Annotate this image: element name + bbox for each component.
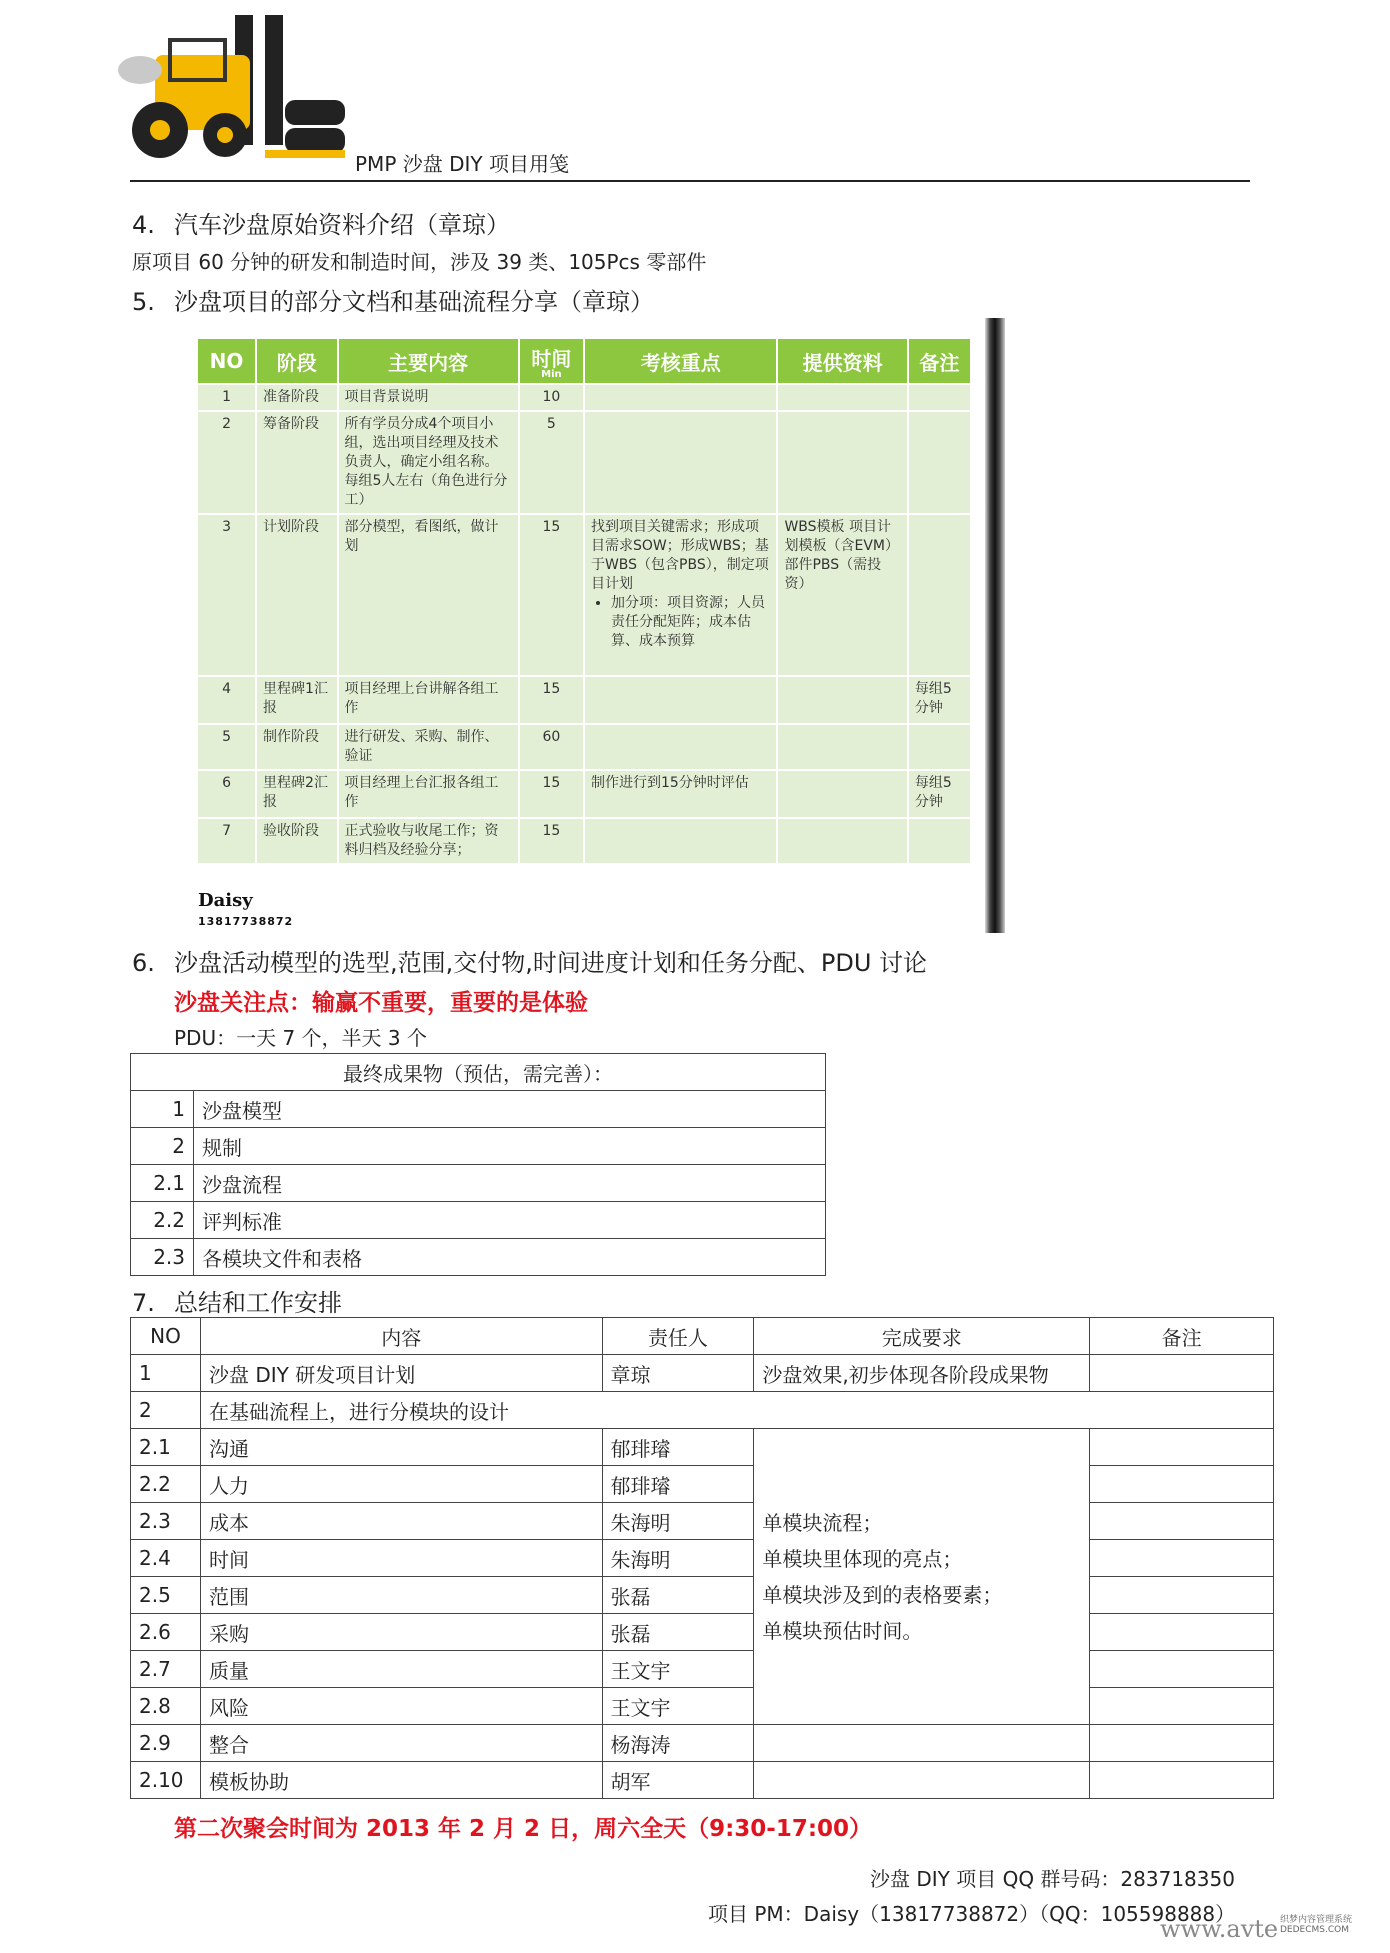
table-row bbox=[131, 1614, 1274, 1651]
flow-cell-note bbox=[909, 412, 970, 513]
assign-owner: 郁琲璿 bbox=[602, 1429, 754, 1466]
assign-no: 2.1 bbox=[131, 1429, 201, 1466]
table-row bbox=[131, 1577, 1274, 1614]
flow-focus-list bbox=[591, 594, 771, 651]
assign-req bbox=[754, 1725, 1090, 1762]
section4-number: 4. bbox=[132, 211, 155, 239]
signature-phone: 13817738872 bbox=[198, 915, 294, 928]
flow-cell-stage: 里程碑1汇报 bbox=[257, 677, 336, 723]
section6-title: 沙盘活动模型的选型,范围,交付物,时间进度计划和任务分配、PDU 讨论 bbox=[174, 949, 928, 977]
assign-owner: 章琼 bbox=[602, 1355, 754, 1392]
flow-cell-stage: 准备阶段 bbox=[257, 385, 336, 410]
assign-note bbox=[1090, 1503, 1274, 1540]
flow-header-stage: 阶段 bbox=[257, 339, 336, 383]
table-row bbox=[131, 1165, 826, 1202]
table-row bbox=[131, 1239, 826, 1276]
flow-header-no: NO bbox=[198, 339, 255, 383]
assign-header-owner: 责任人 bbox=[602, 1318, 754, 1355]
assign-no: 2.2 bbox=[131, 1466, 201, 1503]
assign-no: 2.7 bbox=[131, 1651, 201, 1688]
flow-cell-focus bbox=[585, 725, 777, 769]
table-row bbox=[131, 1688, 1274, 1725]
flow-table-container bbox=[196, 337, 972, 879]
assignment-table bbox=[130, 1317, 1274, 1799]
flow-header-time-label: 时间 bbox=[531, 346, 572, 371]
assign-no: 1 bbox=[131, 1355, 201, 1392]
flow-cell-material bbox=[778, 412, 906, 513]
table-row bbox=[198, 771, 970, 817]
table-row bbox=[198, 515, 970, 675]
assign-owner: 杨海涛 bbox=[602, 1725, 754, 1762]
assign-no: 2.9 bbox=[131, 1725, 201, 1762]
flow-cell-content: 部分模型，看图纸，做计划 bbox=[339, 515, 518, 675]
flow-cell-note bbox=[909, 515, 970, 675]
section7-heading bbox=[132, 1283, 342, 1318]
flow-cell-focus bbox=[585, 412, 777, 513]
assign-content: 模板协助 bbox=[200, 1762, 602, 1799]
deliverable-name: 评判标准 bbox=[194, 1202, 826, 1239]
section6-focus-note: 沙盘关注点：输赢不重要，重要的是体验 bbox=[174, 990, 588, 1016]
assign-header-note: 备注 bbox=[1090, 1318, 1274, 1355]
assign-content: 沟通 bbox=[200, 1429, 602, 1466]
table-row bbox=[131, 1725, 1274, 1762]
deliverable-number: 1 bbox=[131, 1091, 194, 1128]
flow-table-header bbox=[198, 339, 970, 383]
flow-cell-focus: 制作进行到15分钟时评估 bbox=[585, 771, 777, 817]
flow-cell-no: 5 bbox=[198, 725, 255, 769]
flow-cell-content: 项目背景说明 bbox=[339, 385, 518, 410]
flow-cell-content: 项目经理上台汇报各组工作 bbox=[339, 771, 518, 817]
section5-title: 沙盘项目的部分文档和基础流程分享（章琼） bbox=[174, 288, 654, 316]
deliverable-name: 沙盘模型 bbox=[194, 1091, 826, 1128]
flow-header-focus: 考核重点 bbox=[585, 339, 777, 383]
flow-cell-stage: 制作阶段 bbox=[257, 725, 336, 769]
flow-cell-time: 60 bbox=[520, 725, 583, 769]
section6-heading bbox=[132, 943, 927, 978]
flow-header-note: 备注 bbox=[909, 339, 970, 383]
table-row bbox=[131, 1429, 1274, 1466]
deliverable-number: 2 bbox=[131, 1128, 194, 1165]
flow-header-content: 主要内容 bbox=[339, 339, 518, 383]
assign-note bbox=[1090, 1651, 1274, 1688]
table-row bbox=[198, 412, 970, 513]
section7-title: 总结和工作安排 bbox=[174, 1289, 342, 1317]
flow-cell-content: 进行研发、采购、制作、验证 bbox=[339, 725, 518, 769]
assign-note bbox=[1090, 1762, 1274, 1799]
footer-pm-contact: 项目 PM：Daisy（13817738872）（QQ：105598888） bbox=[708, 1902, 1236, 1926]
assign-content: 时间 bbox=[200, 1540, 602, 1577]
watermark-sub: 织梦内容管理系统 DEDECMS.COM bbox=[1280, 1915, 1353, 1935]
assign-no: 2 bbox=[131, 1392, 201, 1429]
module-requirements bbox=[754, 1429, 1090, 1725]
flow-cell-no: 1 bbox=[198, 385, 255, 410]
meeting-notice: 第二次聚会时间为 2013 年 2 月 2 日，周六全天（9:30-17:00） bbox=[174, 1816, 873, 1842]
flow-cell-stage: 计划阶段 bbox=[257, 515, 336, 675]
assign-header-content: 内容 bbox=[200, 1318, 602, 1355]
table-row bbox=[198, 725, 970, 769]
module-req-line: 单模块涉及到的表格要素； bbox=[762, 1582, 1003, 1607]
assign-no: 2.4 bbox=[131, 1540, 201, 1577]
decorative-side-bar bbox=[985, 318, 1005, 933]
assign-content: 风险 bbox=[200, 1688, 602, 1725]
footer-qq-group: 沙盘 DIY 项目 QQ 群号码：283718350 bbox=[870, 1867, 1235, 1891]
flow-cell-content: 项目经理上台讲解各组工作 bbox=[339, 677, 518, 723]
assignment-header-row bbox=[131, 1318, 1274, 1355]
section4-heading bbox=[132, 205, 510, 240]
deliverable-name: 各模块文件和表格 bbox=[194, 1239, 826, 1276]
section6-pdu: PDU：一天 7 个，半天 3 个 bbox=[174, 1026, 427, 1050]
table-row bbox=[198, 385, 970, 410]
section7-number: 7. bbox=[132, 1289, 155, 1317]
flow-cell-time: 15 bbox=[520, 677, 583, 723]
flow-cell-stage: 筹备阶段 bbox=[257, 412, 336, 513]
table-row bbox=[131, 1466, 1274, 1503]
assign-note bbox=[1090, 1355, 1274, 1392]
flow-cell-time: 15 bbox=[520, 771, 583, 817]
flow-cell-content: 所有学员分成4个项目小组，选出项目经理及技术负责人，确定小组名称。每组5人左右（角色进行分工） bbox=[339, 412, 518, 513]
flow-cell-material bbox=[778, 819, 906, 863]
flow-focus-text: 找到项目关键需求；形成项目需求SOW；形成WBS；基于WBS（包含PBS），制定项目计划 bbox=[590, 519, 769, 592]
assign-content: 沙盘 DIY 研发项目计划 bbox=[200, 1355, 602, 1392]
deliverable-name: 规制 bbox=[194, 1128, 826, 1165]
flow-cell-material bbox=[778, 385, 906, 410]
assign-no: 2.6 bbox=[131, 1614, 201, 1651]
deliverables-title: 最终成果物（预估，需完善）： bbox=[131, 1054, 826, 1091]
header-divider bbox=[130, 180, 1250, 182]
assign-content: 成本 bbox=[200, 1503, 602, 1540]
flow-cell-no: 6 bbox=[198, 771, 255, 817]
assign-owner: 朱海明 bbox=[602, 1540, 754, 1577]
table-row bbox=[198, 677, 970, 723]
deliverable-number: 2.2 bbox=[131, 1202, 194, 1239]
flow-cell-focus bbox=[585, 677, 777, 723]
assign-header-req: 完成要求 bbox=[754, 1318, 1090, 1355]
table-row bbox=[131, 1503, 1274, 1540]
flow-cell-material bbox=[778, 725, 906, 769]
header-title: PMP 沙盘 DIY 项目用笺 bbox=[355, 152, 569, 176]
flow-cell-note: 每组5分钟 bbox=[909, 677, 970, 723]
assign-owner: 郁琲璿 bbox=[602, 1466, 754, 1503]
flow-table bbox=[196, 337, 972, 865]
assign-note bbox=[1090, 1688, 1274, 1725]
flow-cell-note bbox=[909, 819, 970, 863]
assign-no: 2.8 bbox=[131, 1688, 201, 1725]
assign-note bbox=[1090, 1540, 1274, 1577]
deliverables-table bbox=[130, 1053, 826, 1276]
assign-owner: 朱海明 bbox=[602, 1503, 754, 1540]
assign-note bbox=[1090, 1577, 1274, 1614]
flow-cell-content: 正式验收与收尾工作；资料归档及经验分享； bbox=[339, 819, 518, 863]
flow-cell-material: WBS模板 项目计划模板（含EVM）部件PBS（需投资） bbox=[778, 515, 906, 675]
section5-heading bbox=[132, 282, 654, 317]
flow-header-time-unit: Min bbox=[541, 368, 562, 380]
module-req-line: 单模块里体现的亮点； bbox=[762, 1546, 963, 1571]
deliverable-number: 2.1 bbox=[131, 1165, 194, 1202]
table-row bbox=[131, 1392, 1274, 1429]
assign-content: 采购 bbox=[200, 1614, 602, 1651]
section4-title: 汽车沙盘原始资料介绍（章琼） bbox=[174, 211, 510, 239]
flow-cell-stage: 里程碑2汇报 bbox=[257, 771, 336, 817]
flow-cell-focus bbox=[585, 515, 777, 675]
signature-name: Daisy bbox=[198, 890, 253, 911]
assign-content: 人力 bbox=[200, 1466, 602, 1503]
flow-cell-no: 3 bbox=[198, 515, 255, 675]
watermark: www.avte bbox=[1160, 1915, 1279, 1943]
assign-owner: 张磊 bbox=[602, 1577, 754, 1614]
flow-cell-time: 15 bbox=[520, 819, 583, 863]
table-row bbox=[131, 1091, 826, 1128]
assign-owner: 王文宇 bbox=[602, 1688, 754, 1725]
assign-note bbox=[1090, 1466, 1274, 1503]
flow-focus-bullet: • 加分项：项目资源；人员责任分配矩阵；成本估算、成本预算 bbox=[611, 594, 771, 651]
flow-cell-material bbox=[778, 771, 906, 817]
table-row bbox=[198, 819, 970, 863]
flow-cell-time: 15 bbox=[520, 515, 583, 675]
flow-cell-no: 2 bbox=[198, 412, 255, 513]
table-row bbox=[131, 1128, 826, 1165]
flow-cell-material bbox=[778, 677, 906, 723]
section4-description: 原项目 60 分钟的研发和制造时间，涉及 39 类、105Pcs 零部件 bbox=[132, 250, 707, 274]
assign-owner: 胡军 bbox=[602, 1762, 754, 1799]
assign-no: 2.3 bbox=[131, 1503, 201, 1540]
module-req-line: 单模块流程； bbox=[762, 1510, 883, 1535]
assign-header-no: NO bbox=[131, 1318, 201, 1355]
flow-cell-no: 7 bbox=[198, 819, 255, 863]
deliverable-number: 2.3 bbox=[131, 1239, 194, 1276]
module-req-line: 单模块预估时间。 bbox=[762, 1618, 923, 1643]
assign-owner: 王文宇 bbox=[602, 1651, 754, 1688]
table-row bbox=[131, 1202, 826, 1239]
assign-content: 范围 bbox=[200, 1577, 602, 1614]
table-row bbox=[131, 1651, 1274, 1688]
flow-cell-note bbox=[909, 725, 970, 769]
flow-cell-note bbox=[909, 385, 970, 410]
flow-cell-focus bbox=[585, 819, 777, 863]
flow-cell-no: 4 bbox=[198, 677, 255, 723]
table-row bbox=[131, 1540, 1274, 1577]
table-row bbox=[131, 1355, 1274, 1392]
flow-cell-time: 10 bbox=[520, 385, 583, 410]
assign-content: 整合 bbox=[200, 1725, 602, 1762]
flow-header-time bbox=[520, 339, 583, 383]
flow-header-material: 提供资料 bbox=[778, 339, 906, 383]
flow-cell-stage: 验收阶段 bbox=[257, 819, 336, 863]
assign-req bbox=[754, 1762, 1090, 1799]
flow-cell-focus bbox=[585, 385, 777, 410]
assign-note bbox=[1090, 1429, 1274, 1466]
assign-req: 沙盘效果,初步体现各阶段成果物 bbox=[754, 1355, 1090, 1392]
flow-cell-time: 5 bbox=[520, 412, 583, 513]
deliverables-title-row bbox=[131, 1054, 826, 1091]
assign-owner: 张磊 bbox=[602, 1614, 754, 1651]
assign-no: 2.5 bbox=[131, 1577, 201, 1614]
forklift-logo-image bbox=[115, 10, 360, 170]
table-row bbox=[131, 1762, 1274, 1799]
assign-content: 在基础流程上，进行分模块的设计 bbox=[200, 1392, 1273, 1429]
assign-note bbox=[1090, 1614, 1274, 1651]
section6-number: 6. bbox=[132, 949, 155, 977]
deliverable-name: 沙盘流程 bbox=[194, 1165, 826, 1202]
assign-no: 2.10 bbox=[131, 1762, 201, 1799]
assign-content: 质量 bbox=[200, 1651, 602, 1688]
section5-number: 5. bbox=[132, 288, 155, 316]
assign-note bbox=[1090, 1725, 1274, 1762]
flow-cell-note: 每组5分钟 bbox=[909, 771, 970, 817]
